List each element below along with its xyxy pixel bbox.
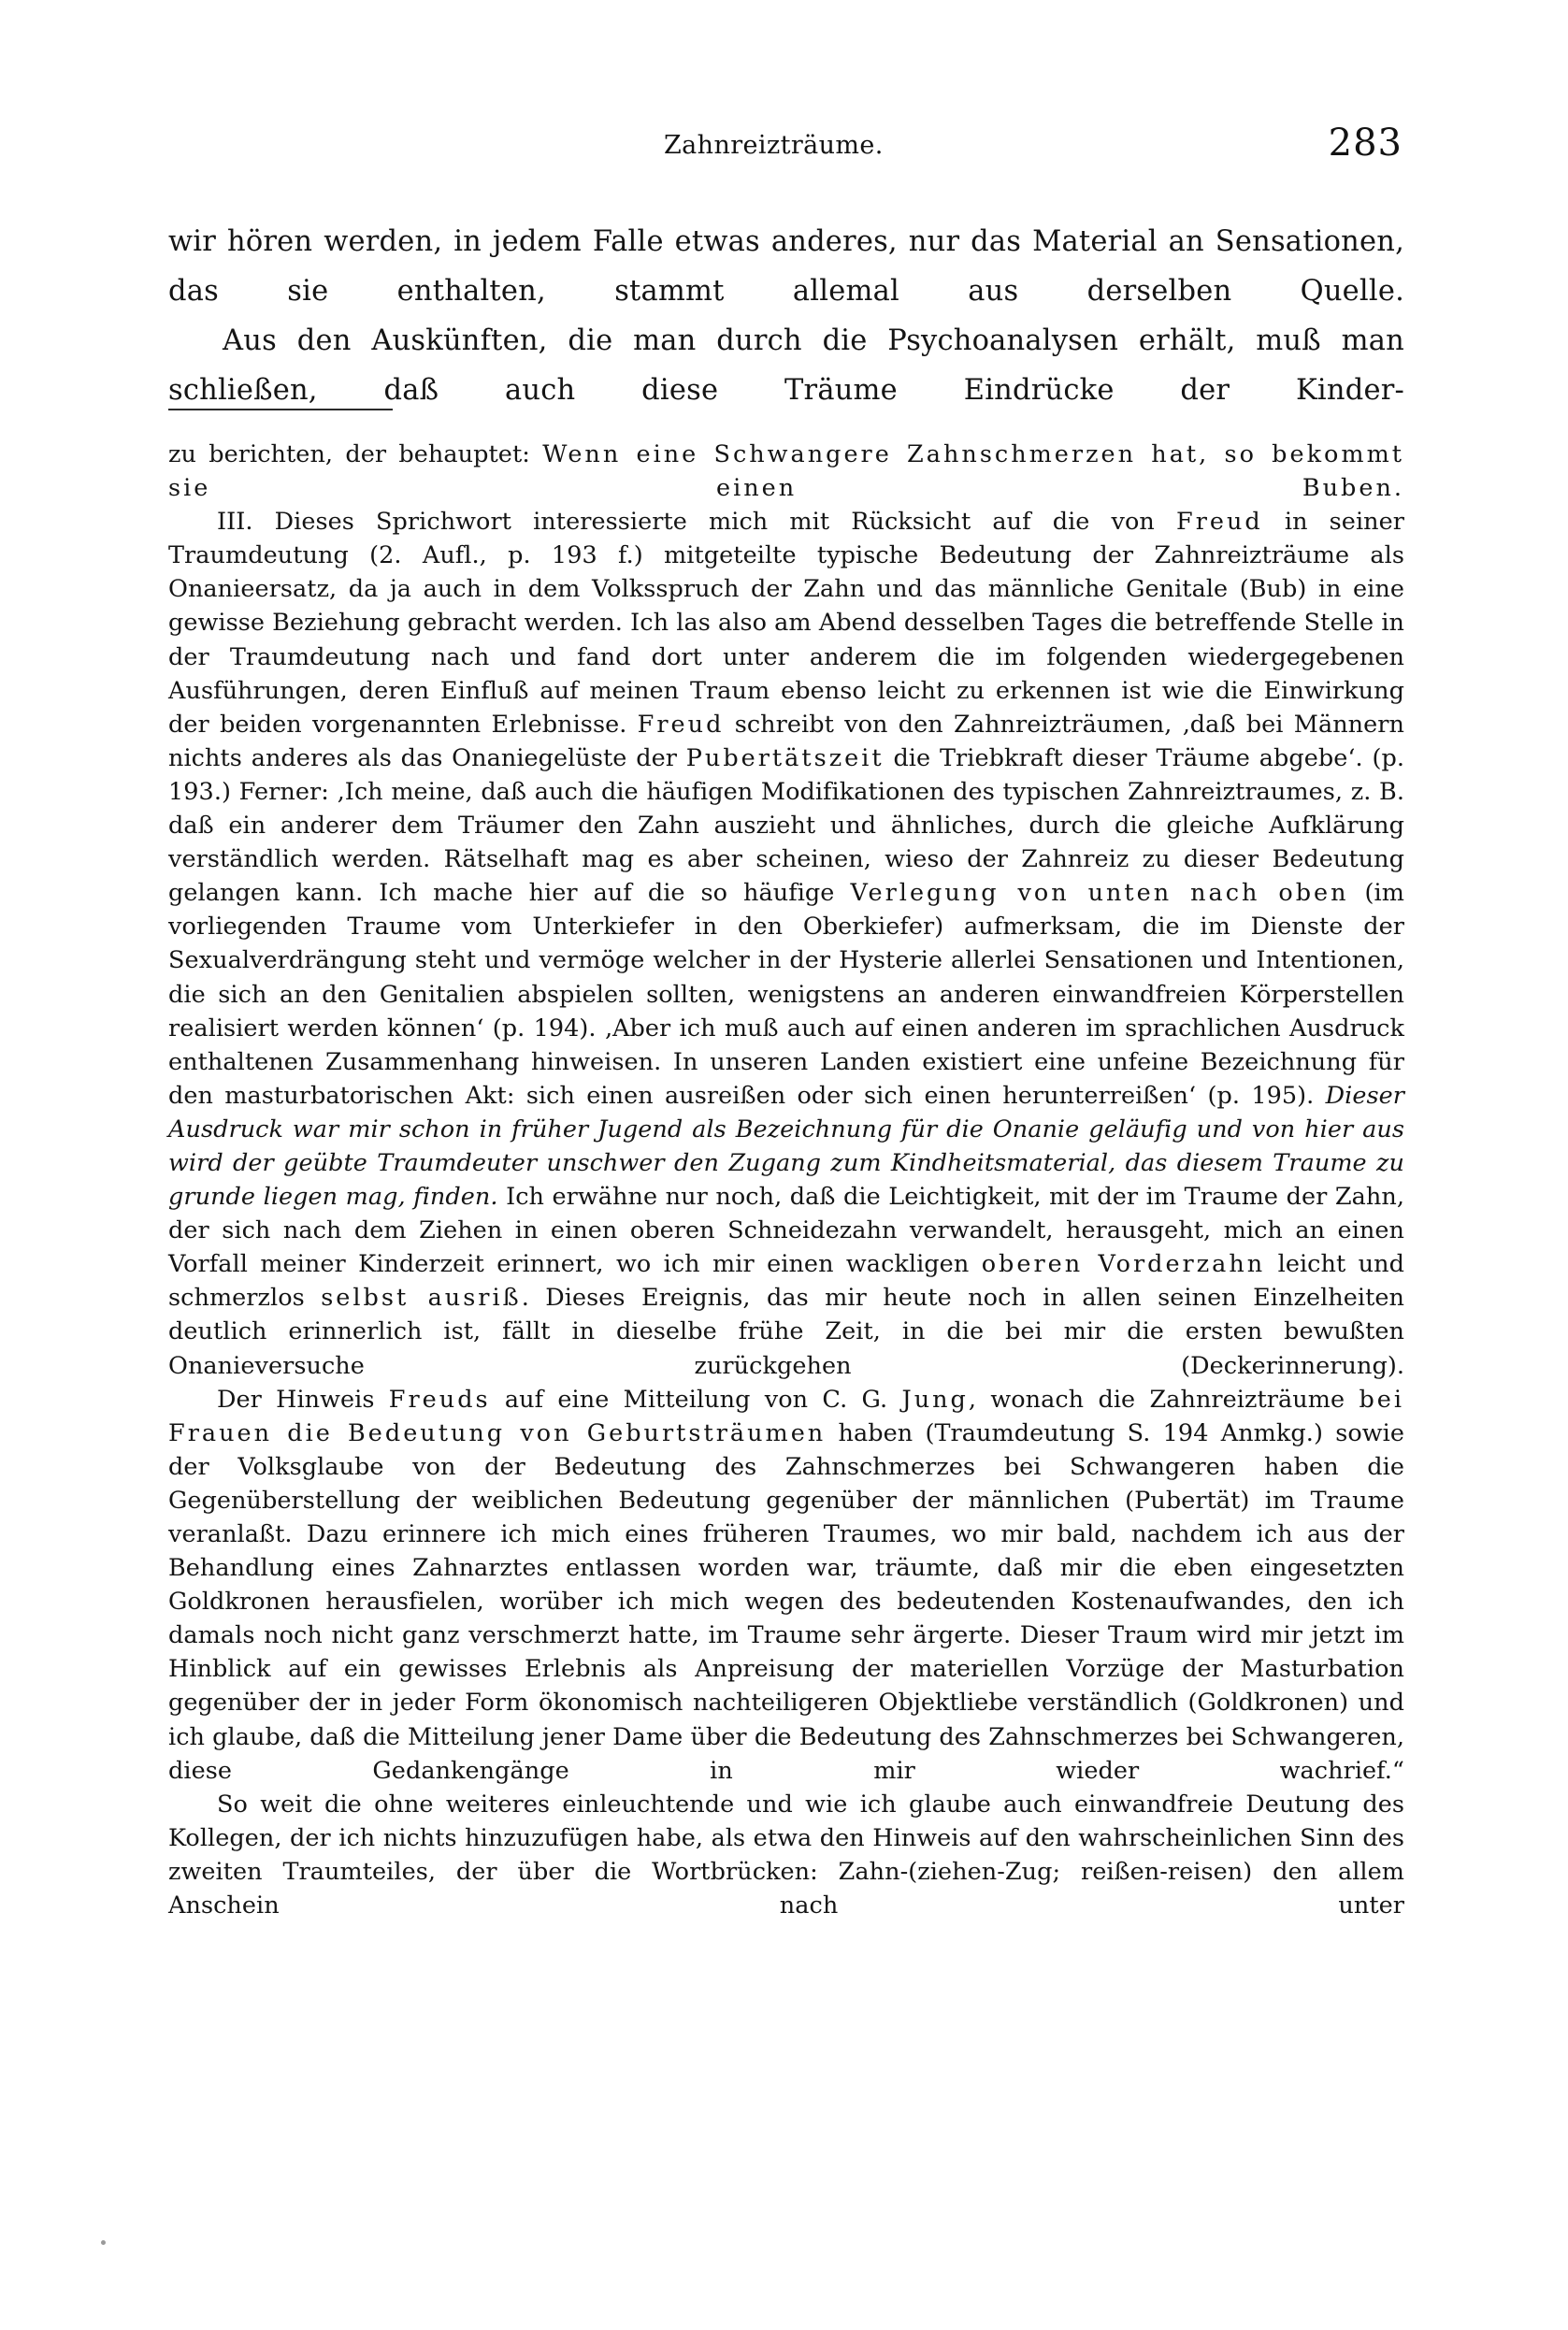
- footnote-block: [168, 438, 1404, 1922]
- footnote-paragraph-4: So weit die ohne weiteres einleuchtende und wie ich glaube auch einwandfreie Deutung des Kollegen, der ich nichts hinzuzufügen habe, als etwa den Hinweis auf den wahrscheinlichen Sinn des zweiten Traumteiles, der über die Wortbrücken: Zahn-(ziehen-Zug; reißen-reisen) den allem Anschein nach unter: [168, 1790, 1404, 1920]
- main-paragraph-continuation: wir hören werden, in jedem Falle etwas anderes, nur das Material an Sensationen, das sie enthalten, stammt allemal aus derselben Quelle.: [168, 225, 1404, 308]
- footnote-paragraph-1: [168, 438, 1404, 505]
- fn3-geburtstraeume: bei Frauen die Bedeutung von Geburtsträumen: [168, 1385, 1405, 1447]
- page-number: 283: [1328, 122, 1403, 165]
- main-paragraph: Aus den Auskünften, die man durch die Psychoanalysen erhält, muß man schließen, daß auch diese Träume Eindrücke der Kinder-: [168, 324, 1404, 407]
- main-body-text: [168, 217, 1404, 415]
- fn2-freud: Freud: [1176, 508, 1263, 537]
- fn2-verlegung: Verlegung von unten nach oben: [850, 879, 1349, 908]
- fn2-selbst-ausriss: selbst ausriß: [321, 1284, 522, 1313]
- fn3-c: , wonach die Zahnreizträume: [968, 1385, 1359, 1414]
- fn3-freuds: Freuds: [388, 1385, 491, 1414]
- fn2-a: III. Dieses Sprichwort interessierte mich mit Rücksicht auf die von: [217, 508, 1177, 537]
- fn2-italic: Dieser Ausdruck war mir schon in früher Jugend als Bezeichnung für die Onanie geläufig und von hier aus wird der geübte Traumdeuter unschwer den Zugang zum Kindheitsmaterial, das diesem Traume zu grunde liegen mag, finden.: [168, 1081, 1404, 1212]
- footnote-paragraph-2: [168, 505, 1404, 1382]
- fn2-vorderzahn: oberen Vorderzahn: [981, 1250, 1266, 1279]
- fn2-freud2: Freud: [637, 710, 725, 739]
- footnote-paragraph-3: [168, 1383, 1404, 1788]
- fn2-c: schreibt von den Zahnreizträumen, ‚daß bei Männern nichts anderes als das Onaniegelüste der: [168, 710, 1404, 772]
- page-header: [168, 122, 1403, 174]
- fn2-d: die Triebkraft dieser Träume abgebe‘. (p. 193.) Ferner: ‚Ich meine, daß auch die häufigen Modifikationen des typischen Zahnreiztraumes, z. B. daß ein anderer dem Träumer den Zahn auszieht und ähnliches, durch die gleiche Aufklärung verständlich werden. Rätselhaft mag es aber scheinen, wieso der Zahnreiz zu dieser Bedeutung gelangen kann. Ich mache hier auf die so häufige: [168, 743, 1404, 908]
- footnote-text-lead: zu berichten, der behauptet:: [168, 440, 543, 468]
- fn2-g: leicht und schmerzlos: [168, 1250, 1404, 1313]
- fn2-e: (im vorliegenden Traume vom Unterkiefer in den Oberkiefer) aufmerksam, die im Dienste der Sexualverdrängung steht und vermöge welcher in der Hysterie allerlei Sensationen und Intentionen, die sich an den Genitalien abspielen sollten, wenigstens an anderen einwandfreien Körperstellen realisiert werden können‘ (p. 194). ‚Aber ich muß auch auf einen anderen im sprachlichen Ausdruck enthaltenen Zusammenhang hinweisen. In unseren Landen existiert eine unfeine Bezeichnung für den masturbatorischen Akt: sich einen ausreißen oder sich einen herunterreißen‘ (p. 195).: [168, 879, 1404, 1110]
- running-head-title: Zahnreizträume.: [664, 131, 884, 160]
- page-mark-dot: [101, 2240, 106, 2245]
- fn3-d: haben (Traumdeutung S. 194 Anmkg.) sowie der Volksglaube von der Bedeutung des Zahnschmerzes bei Schwangeren haben die Gegenüberstellung der weiblichen Bedeutung gegenüber der männlichen (Pubertät) im Traume veranlaßt. Dazu erinnere ich mich eines früheren Traumes, wo mir bald, nachdem ich aus der Behandlung eines Zahnarztes entlassen worden war, träumte, daß mir die eben eingesetzten Goldkronen herausfielen, worüber ich mich wegen des bedeutenden Kostenaufwandes, den ich damals noch nicht ganz verschmerzt hatte, im Traume sehr ärgerte. Dieser Traum wird mir jetzt im Hinblick auf ein gewisses Erlebnis als Anpreisung der materiellen Vorzüge der Masturbation gegenüber der in jeder Form ökonomisch nachteiligeren Objektliebe verständlich (Goldkronen) und ich glaube, daß die Mitteilung jener Dame über die Bedeutung des Zahnschmerzes bei Schwangeren, diese Gedankengänge in mir wieder wachrief.“: [168, 1418, 1404, 1785]
- footnote-proverb: Wenn eine Schwangere Zahnschmerzen hat, so bekommt sie einen Buben.: [168, 440, 1404, 503]
- fn2-b: in seiner Traumdeutung (2. Aufl., p. 193 f.) mitgeteilte typische Bedeutung der Zahnreizträume als Onanieersatz, da ja auch in dem Volksspruch der Zahn und das männliche Genitale (Bub) in eine gewisse Beziehung gebracht werden. Ich las also am Abend desselben Tages die betreffende Stelle in der Traumdeutung nach und fand dort unter anderem die im folgenden wiedergegebenen Ausführungen, deren Einfluß auf meinen Traum ebenso leicht zu erkennen ist wie die Einwirkung der beiden vorgenannten Erlebnisse.: [168, 508, 1405, 739]
- fn2-f: Ich erwähne nur noch, daß die Leichtigkeit, mit der im Traume der Zahn, der sich nach dem Ziehen in einen oberen Schneidezahn verwandelt, herausgeht, mich an einen Vorfall meiner Kinderzeit erinnert, wo ich mir einen wackligen: [168, 1183, 1404, 1279]
- fn3-b: auf eine Mitteilung von C. G.: [490, 1385, 902, 1414]
- fn2-h: . Dieses Ereignis, das mir heute noch in allen seinen Einzelheiten deutlich erinnerlich ist, fällt in dieselbe frühe Zeit, in die bei mir die ersten bewußten Onanieversuche zurückgehen (Deckerinnerung).: [168, 1284, 1405, 1380]
- fn2-pubertaet: Pubertätszeit: [685, 743, 885, 772]
- footnote-separator-rule: [168, 409, 393, 410]
- fn3-a: Der Hinweis: [217, 1385, 389, 1414]
- fn3-jung: Jung: [901, 1385, 969, 1414]
